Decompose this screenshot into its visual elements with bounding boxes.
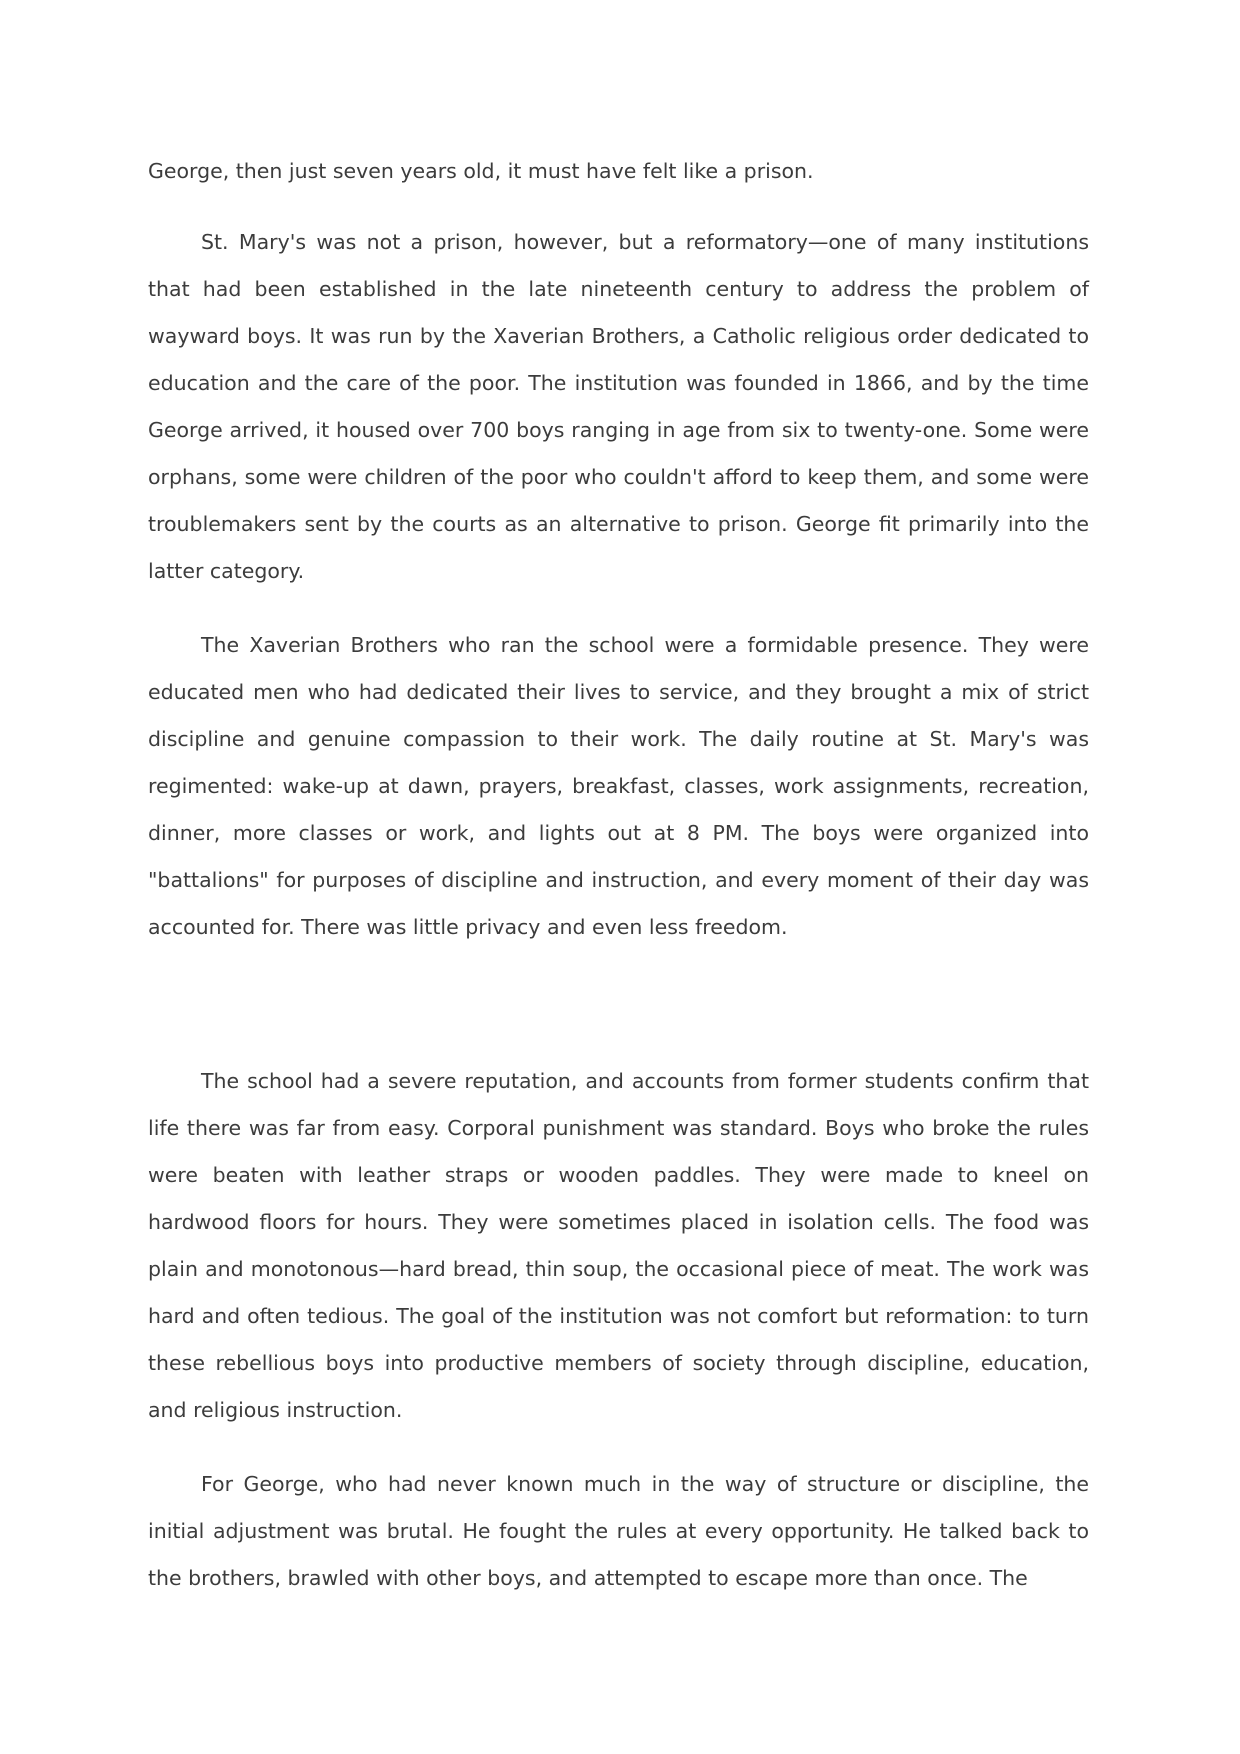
paragraph-reformatory: St. Mary's was not a prison, however, but a reformatory—one of many institutions that had been established in the late nineteenth century to address the problem of wayward boys. It was run by the Xaverian Brothers, a Catholic religious order dedicated to education and the care of the poor. The institution was founded in 1866, and by the time George arrived, it housed over 700 boys ranging in age from six to twenty-one. Some were orphans, some were children of the poor who couldn't afford to keep them, and some were troublemakers sent by the courts as an alternative to prison. George fit primarily into the latter category. bbox=[148, 230, 1089, 583]
paragraph-george-adjustment: For George, who had never known much in the way of structure or discipline, the initial adjustment was brutal. He fought the rules at every opportunity. He talked back to the brothers, brawled with other boys, and attempted to escape more than once. The bbox=[148, 1472, 1089, 1590]
paragraph-severe-reputation: The school had a severe reputation, and accounts from former students confirm that life there was far from easy. Corporal punishment was standard. Boys who broke the rules were beaten with leather straps or wooden paddles. They were made to kneel on hardwood floors for hours. They were sometimes placed in isolation cells. The food was plain and monotonous—hard bread, thin soup, the occasional piece of meat. The work was hard and often tedious. The goal of the institution was not comfort but reformation: to turn these rebellious boys into productive members of society through discipline, education, and religious instruction. bbox=[148, 1069, 1089, 1422]
paragraph-xaverian-brothers: The Xaverian Brothers who ran the school were a formidable presence. They were educated men who had dedicated their lives to service, and they brought a mix of strict discipline and genuine compassion to their work. The daily routine at St. Mary's was regimented: wake-up at dawn, prayers, breakfast, classes, work assignments, recreation, dinner, more classes or work, and lights out at 8 PM. The boys were organized into "battalions" for purposes of discipline and instruction, and every moment of their day was accounted for. There was little privacy and even less freedom. bbox=[148, 633, 1089, 939]
paragraph-opening-line: George, then just seven years old, it must have felt like a prison. bbox=[148, 159, 814, 183]
